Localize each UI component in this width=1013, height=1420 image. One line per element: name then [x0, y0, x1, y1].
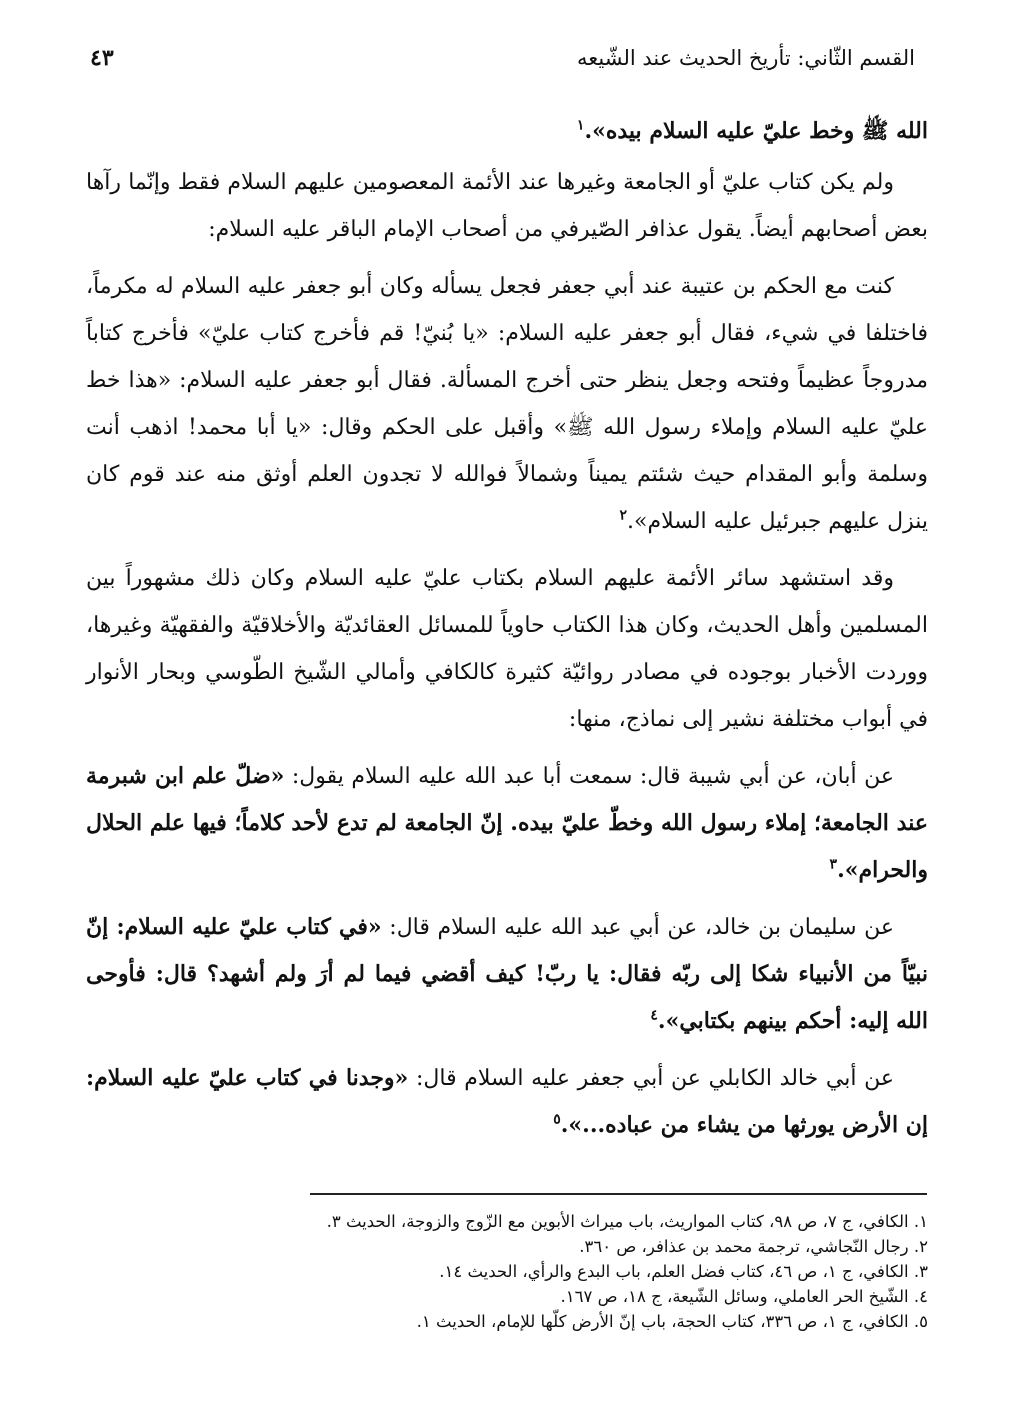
paragraph-text: الله ﷺ وخط عليّ عليه السلام بيده».: [584, 118, 928, 144]
page-number: ٤٣: [90, 45, 114, 71]
hadith-chain: عن أبان، عن أبي شيبة قال: سمعت أبا عبد الله عليه السلام يقول:: [291, 764, 894, 789]
paragraph: [86, 555, 928, 743]
footnotes: [86, 1209, 928, 1334]
hadith-paragraph: [86, 904, 928, 1045]
footnote-ref: ٥: [553, 1111, 561, 1128]
hadith-quote: «في كتاب عليّ عليه السلام: إنّ نبيّاً من الأنبياء شكا إلى ربّه فقال: يا ربّ! كيف أقضي فيما لم أرَ ولم أشهد؟ قال: فأوحى الله إليه: أحكم بينهم بكتابي».: [86, 914, 928, 1034]
paragraph-quote: [86, 263, 928, 545]
footnote-ref: ٤: [650, 1007, 658, 1024]
footnote: ٤. الشّيخ الحر العاملي، وسائل الشّيعة، ج ١٨، ص ١٦٧.: [560, 1287, 928, 1306]
footnote-ref: ١: [576, 117, 585, 134]
paragraph-text: ولم يكن كتاب عليّ أو الجامعة وغيرها عند الأئمة المعصومين عليهم السلام فقط وإنّما رآها بعض أصحابهم أيضاً. يقول عذافر الصّيرفي من أصحاب الإمام الباقر عليه السلام:: [86, 170, 928, 242]
main-text: [86, 108, 928, 1159]
paragraph-continuation: [86, 108, 928, 155]
hadith-quote: «وجدنا في كتاب عليّ عليه السلام: إن الأرض يورثها من يشاء من عباده...».: [86, 1065, 928, 1138]
footnote-ref: ٢: [619, 507, 628, 524]
paragraph-text: كنت مع الحكم بن عتيبة عند أبي جعفر فجعل يسأله وكان أبو جعفر عليه السلام له مكرماً، فاختلفا في شيء، فقال أبو جعفر عليه السلام: «يا بُنيّ! قم فأخرج كتاب عليّ» فأخرج كتاباً مدروجاً عظيماً وفتحه وجعل ينظر حتى أخرج المسألة. فقال أبو جعفر عليه السلام: «هذا خط عليّ عليه السلام وإملاء رسول الله ﷺ» وأقبل على الحكم وقال: «يا أبا محمد! اذهب أنت وسلمة وأبو المقدام حيث شئتم يميناً وشمالاً فوالله لا تجدون العلم أوثق منه عند قوم كان ينزل عليهم جبرئيل عليه السلام».: [86, 274, 928, 534]
hadith-chain: عن سليمان بن خالد، عن أبي عبد الله عليه السلام قال:: [389, 915, 894, 940]
footnote-ref: ٣: [829, 856, 838, 873]
footnote: ٢. رجال النّجاشي، ترجمة محمد بن عذافر، ص ٣٦٠.: [579, 1237, 928, 1256]
paragraph: [86, 159, 928, 253]
hadith-quote: «ضلّ علم ابن شبرمة عند الجامعة؛ إملاء رسول الله وخطّ عليّ بيده. إنّ الجامعة لم تدع لأحد كلاماً؛ فيها علم الحلال والحرام».: [86, 763, 928, 883]
paragraph-text: وقد استشهد سائر الأئمة عليهم السلام بكتاب عليّ عليه السلام وكان ذلك مشهوراً بين المسلمين وأهل الحديث، وكان هذا الكتاب حاوياً للمسائل العقائديّة والأخلاقيّة والفقهيّة وغيرها، ووردت الأخبار بوجوده في مصادر روائيّة كثيرة كالكافي وأمالي الشّيخ الطّوسي وبحار الأنوار في أبواب مختلفة نشير إلى نماذج، منها:: [86, 566, 928, 732]
hadith-chain: عن أبي خالد الكابلي عن أبي جعفر عليه السلام قال:: [415, 1066, 894, 1091]
footnote: ٥. الكافي، ج ١، ص ٣٣٦، كتاب الحجة، باب إنّ الأرض كلّها للإمام، الحديث ١.: [416, 1312, 928, 1331]
footnote-divider: [310, 1193, 927, 1195]
hadith-paragraph: [86, 753, 928, 894]
footnote: ٣. الكافي، ج ١، ص ٤٦، كتاب فضل العلم، باب البدع والرأي، الحديث ١٤.: [439, 1262, 928, 1281]
running-header: [90, 38, 915, 78]
footnote: ١. الكافي، ج ٧، ص ٩٨، كتاب المواريث، باب ميراث الأبوين مع الزّوج والزوجة، الحديث ٣.: [326, 1212, 928, 1231]
hadith-paragraph: [86, 1055, 928, 1149]
running-header-title: القسم الثّاني: تأريخ الحديث عند الشّيعه: [577, 46, 915, 70]
